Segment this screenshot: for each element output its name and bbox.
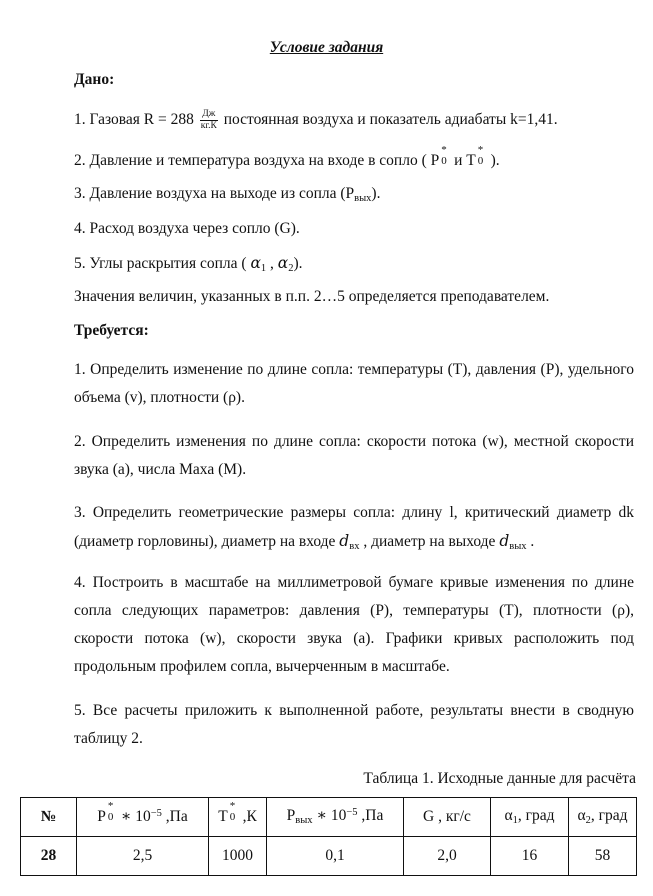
cell-p0: 2,5 (77, 837, 209, 876)
header-pout-sub: вых (295, 814, 313, 826)
header-alpha2-unit: , град (590, 806, 628, 824)
alpha1-sub: 1 (260, 263, 267, 274)
p0-sub: 0 (441, 155, 447, 167)
header-t0-unit: ,К (238, 808, 257, 826)
p0-sup: * (441, 144, 447, 156)
cell-number: 28 (21, 837, 77, 876)
header-alpha1-base: α (504, 806, 513, 824)
given-item-2 (74, 144, 634, 171)
given-note: Значения величин, указанных в п.п. 2…5 определяется преподавателем. (74, 288, 550, 305)
header-p0-base: P (97, 808, 106, 826)
required-heading: Требуется: (74, 322, 149, 339)
d-out-symbol: d (499, 532, 510, 550)
unit-fraction-numerator: Дж (200, 109, 218, 121)
header-pout-exp: −5 (346, 806, 358, 818)
cell-t0: 1000 (209, 837, 267, 876)
required-item-1: 1. Определить изменение по длине сопла: температуры (T), давления (P), удельного объема (v), плотности (ρ). (74, 361, 634, 406)
given-item-2-before: 2. Давление и температура воздуха на входе в сопло ( P (74, 152, 440, 169)
header-alpha1-unit: , град (517, 806, 555, 824)
cell-alpha1: 16 (491, 837, 569, 876)
header-pout (267, 798, 404, 837)
given-item-5-before: 5. Углы раскрытия сопла ( (74, 255, 251, 272)
table-caption: Таблица 1. Исходные данные для расчёта (363, 770, 636, 787)
header-alpha1-sub: 1 (512, 814, 518, 826)
table-header-row (21, 798, 637, 837)
header-pout-rest: ∗ 10 (312, 806, 347, 824)
t0-sup: * (477, 144, 484, 156)
d-out-sub: вых (509, 541, 527, 552)
header-p0-unit: ,Па (161, 808, 188, 826)
given-item-2-after: ). (486, 152, 500, 169)
header-g: G , кг/с (404, 798, 491, 837)
header-number: № (21, 798, 77, 837)
unit-fraction-denominator: кг.К (200, 121, 217, 131)
given-heading: Дано: (74, 71, 115, 88)
alpha2-symbol: α (277, 254, 289, 272)
header-t0-sup: * (229, 800, 236, 813)
header-alpha2 (569, 798, 637, 837)
header-pout-unit: ,Па (357, 806, 384, 824)
t0-sub: 0 (477, 155, 484, 167)
given-item-3 (74, 185, 634, 206)
cell-pout: 0,1 (267, 837, 404, 876)
given-item-4: 4. Расход воздуха через сопло (G). (74, 220, 300, 237)
alpha2-sub: 2 (288, 263, 294, 274)
cell-alpha2: 58 (569, 837, 637, 876)
header-alpha2-sub: 2 (585, 814, 591, 826)
given-item-3-sub: вых (354, 193, 372, 204)
header-alpha2-base: α (577, 806, 586, 824)
header-t0 (209, 798, 267, 837)
header-t0-sub: 0 (229, 811, 236, 824)
header-alpha1 (491, 798, 569, 837)
required-item-3 (74, 499, 634, 561)
t0-index (476, 144, 487, 167)
required-item-3-before: 3. Определить геометрические размеры сопла: длину l, критический диаметр dk (диаметр горловины), диаметр на входе (74, 504, 634, 550)
header-p0-index (106, 800, 117, 824)
table-row (21, 837, 637, 876)
page-title: Условие задания (269, 39, 384, 56)
header-p0-exp: −5 (150, 808, 162, 820)
required-item-5: 5. Все расчеты приложить к выполненной работе, результаты внести в сводную таблицу 2. (74, 702, 634, 747)
d-in-sub: вх (349, 541, 360, 552)
given-item-3-before: 3. Давление воздуха на выходе из сопла (P (74, 185, 355, 202)
header-t0-base: T (218, 808, 228, 826)
header-p0-sub: 0 (107, 811, 114, 824)
header-p0-rest: ∗ 10 (116, 808, 151, 826)
header-t0-index (228, 800, 239, 824)
given-item-5-after: ). (293, 255, 303, 272)
header-p0-sup: * (107, 800, 114, 813)
initial-data-table (20, 797, 637, 876)
given-item-1-before: 1. Газовая R = 288 (74, 111, 194, 129)
required-item-3-after: . (526, 533, 535, 550)
required-item-4: 4. Построить в масштабе на миллиметровой бумаге кривые изменения по длине сопла следующих параметров: давления (P), температуры (T), плотности (ρ), скорости потока (w), скорости звука (a). Графики кривых расположить под продольным профилем сопла, вычерченным в масштабе. (74, 574, 634, 675)
required-item-3-mid: , диаметр на выходе (359, 533, 500, 550)
header-p0 (77, 798, 209, 837)
header-pout-base: P (286, 806, 296, 824)
cell-g: 2,0 (404, 837, 491, 876)
p0-index (439, 144, 450, 167)
given-item-5-comma: , (266, 255, 278, 272)
given-item-2-mid: и T (450, 152, 476, 169)
d-in-symbol: d (339, 532, 350, 550)
alpha1-symbol: α (250, 254, 261, 272)
given-item-1-after: постоянная воздуха и показатель адиабаты k=1,41. (223, 111, 558, 129)
required-item-2: 2. Определить изменения по длине сопла: скорости потока (w), местной скорости звука (a), числа Маха (M). (74, 433, 634, 478)
given-item-5 (74, 254, 634, 276)
unit-fraction (200, 109, 218, 132)
given-item-1 (74, 109, 634, 132)
given-item-3-after: ). (371, 185, 381, 202)
